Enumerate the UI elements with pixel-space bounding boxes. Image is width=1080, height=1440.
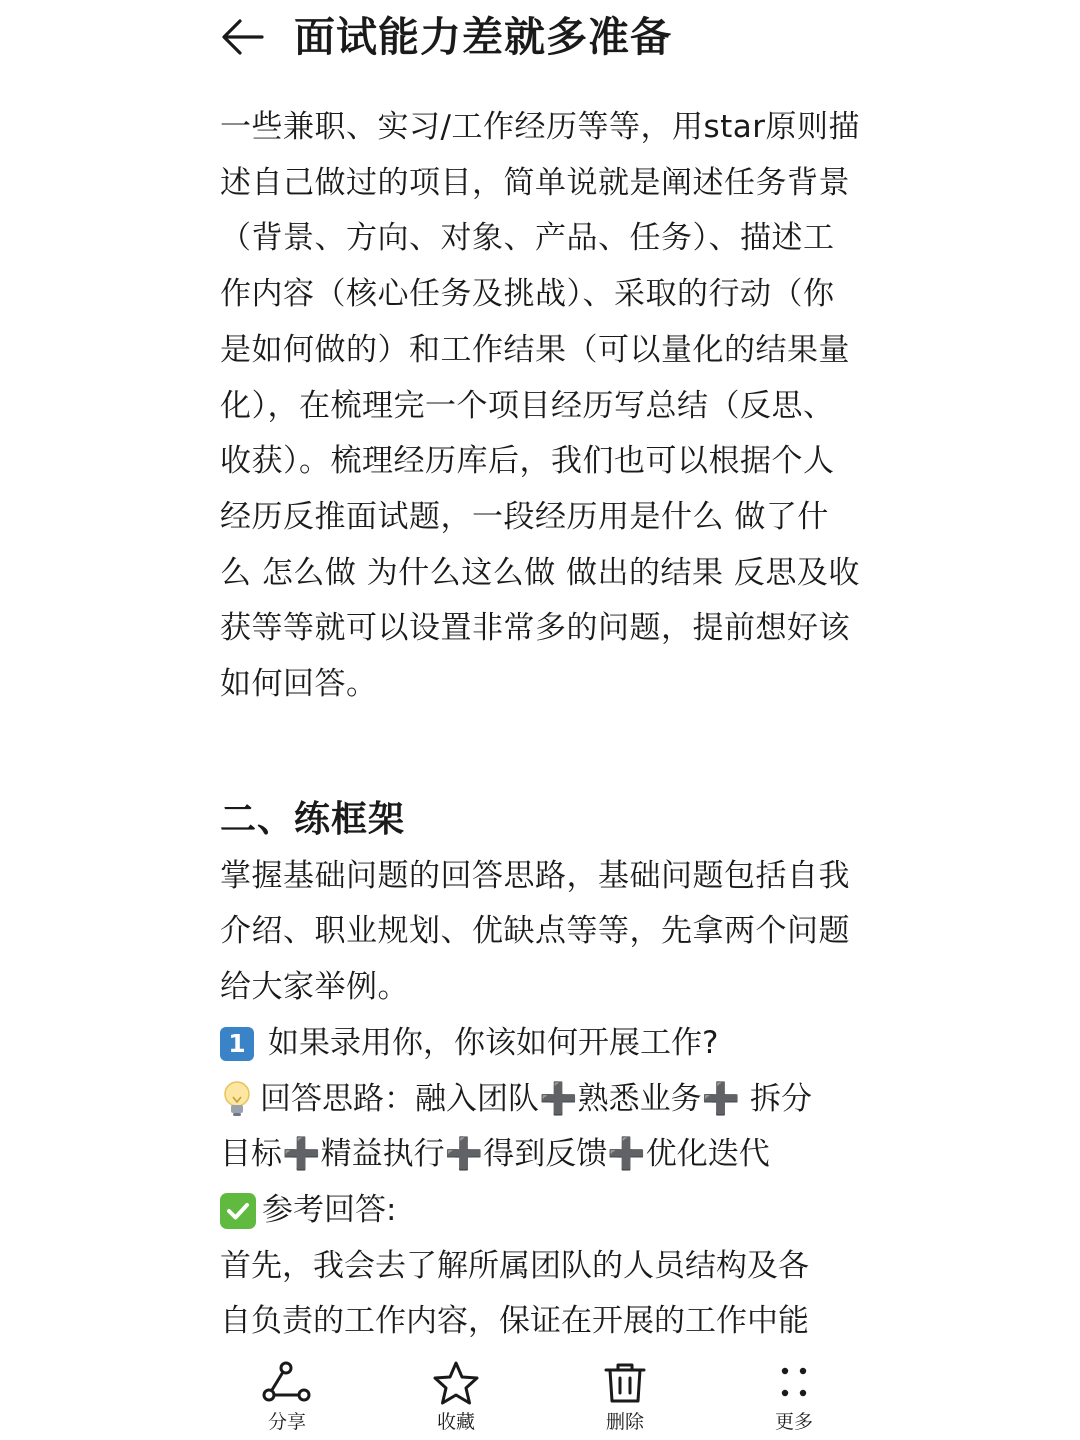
question-line <box>220 1016 860 1072</box>
lightbulb-icon <box>220 1079 254 1119</box>
delete-label: 删除 <box>605 1411 644 1433</box>
answer-idea-line-2 <box>220 1127 860 1183</box>
share-label: 分享 <box>267 1411 306 1433</box>
section-title-framework: 二、练框架 <box>220 798 406 840</box>
page-title: 面试能力差就多准备 <box>294 13 672 61</box>
reference-answer-label: 参考回答: <box>262 1191 397 1228</box>
answer-idea-line <box>220 1072 860 1128</box>
question-text: 如果录用你，你该如何开展工作? <box>268 1024 719 1061</box>
back-button[interactable] <box>218 12 268 62</box>
more-button[interactable] <box>734 1360 854 1440</box>
more-dots-icon <box>768 1360 820 1406</box>
trash-icon <box>599 1360 651 1406</box>
paragraph-experience: 一些兼职、实习/工作经历等等，用star原则描述自己做过的项目，简单说就是阐述任务背景（背景、方向、对象、产品、任务）、描述工作内容（核心任务及挑战）、采取的行动（你是如何做的）和工作结果（可以量化的结果量化），在梳理完一个项目经历写总结（反思、收获）。梳理经历库后，我们也可以根据个人经历反推面试题，一段经历用是什么 做了什么 怎么做 为什么这么做 做出的结果 反思及收获等等就可以设置非常多的问题，提前想好该如何回答。 <box>220 109 860 703</box>
share-button[interactable] <box>227 1360 347 1440</box>
paragraph-basic-questions: 掌握基础问题的回答思路，基础问题包括自我介绍、职业规划、优缺点等等，先拿两个问题给大家举例。 <box>220 857 850 1006</box>
share-icon <box>261 1360 313 1406</box>
paragraph-gap <box>220 713 860 791</box>
note-content[interactable] <box>220 100 860 1342</box>
reference-answer-text-1: 首先，我会去了解所属团队的人员结构及各 <box>220 1247 809 1284</box>
favorite-button[interactable] <box>396 1360 516 1440</box>
answer-idea-text-1: 回答思路：融入团队➕熟悉业务➕ 拆分 <box>260 1080 813 1117</box>
answer-idea-text-2: 目标➕精益执行➕得到反馈➕优化迭代 <box>220 1136 770 1173</box>
more-label: 更多 <box>774 1411 813 1433</box>
arrow-left-icon <box>218 12 268 62</box>
delete-button[interactable] <box>565 1360 685 1440</box>
bottom-toolbar <box>0 1342 1080 1440</box>
reference-answer-line <box>220 1239 860 1295</box>
favorite-label: 收藏 <box>436 1411 475 1433</box>
header-bar <box>0 0 1080 78</box>
reference-answer-text-2: 自负责的工作内容，保证在开展的工作中能 <box>220 1303 809 1340</box>
star-icon <box>430 1360 482 1406</box>
reference-answer-label-line <box>220 1183 860 1239</box>
keycap-one-icon: 1 <box>220 1027 254 1061</box>
check-mark-icon <box>220 1193 256 1229</box>
